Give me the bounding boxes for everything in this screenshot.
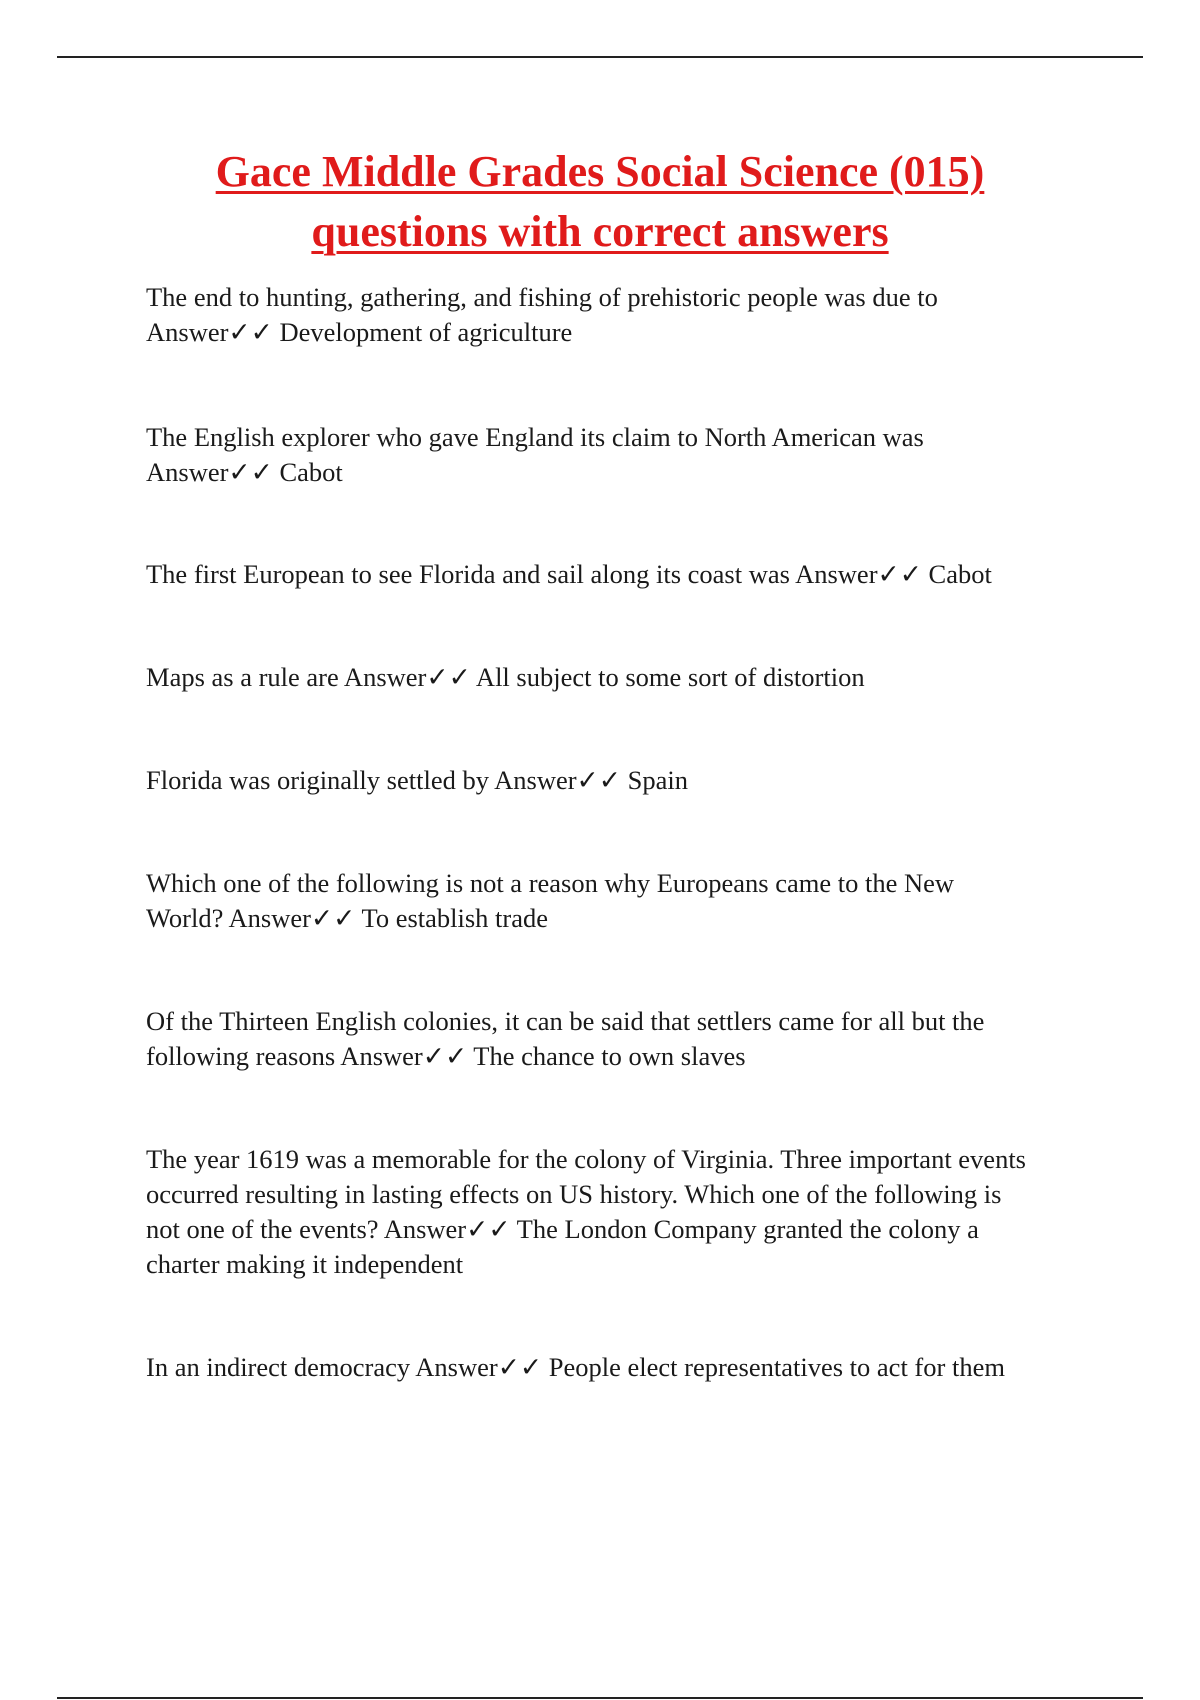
qa-line: Answer✓✓ Cabot (146, 457, 343, 487)
qa-line: Florida was originally settled by Answer✓✓ Spain (146, 765, 688, 795)
qa-line: Of the Thirteen English colonies, it can be said that settlers came for all but the (146, 1006, 985, 1036)
title-line-1: Gace Middle Grades Social Science (015) (215, 147, 985, 196)
qa-line: The English explorer who gave England its claim to North American was (146, 422, 924, 452)
qa-line: The year 1619 was a memorable for the colony of Virginia. Three important events (146, 1144, 1026, 1174)
qa-line: not one of the events? Answer✓✓ The London Company granted the colony a (146, 1214, 979, 1244)
qa-line: charter making it independent (146, 1249, 464, 1279)
qa-item-4 (146, 660, 1106, 695)
qa-item-9 (146, 1350, 1106, 1385)
qa-line: Which one of the following is not a reason why Europeans came to the New (146, 868, 955, 898)
qa-line: In an indirect democracy Answer✓✓ People elect representatives to act for them (146, 1352, 1005, 1382)
qa-item-3 (146, 557, 1106, 592)
qa-item-7 (146, 1004, 1106, 1074)
qa-item-5 (146, 763, 1106, 798)
qa-item-2 (146, 420, 1106, 490)
qa-line: occurred resulting in lasting effects on US history. Which one of the following is (146, 1179, 1002, 1209)
top-rule (57, 56, 1143, 58)
bottom-rule (57, 1697, 1143, 1699)
title-line-2: questions with correct answers (311, 207, 889, 256)
qa-line: following reasons Answer✓✓ The chance to own slaves (146, 1041, 746, 1071)
qa-item-6 (146, 866, 1106, 936)
qa-line: Maps as a rule are Answer✓✓ All subject to some sort of distortion (146, 662, 865, 692)
qa-line: World? Answer✓✓ To establish trade (146, 903, 549, 933)
qa-line: The first European to see Florida and sail along its coast was Answer✓✓ Cabot (146, 559, 992, 589)
qa-item-8 (146, 1142, 1106, 1282)
qa-item-1 (146, 280, 1106, 350)
qa-line: Answer✓✓ Development of agriculture (146, 317, 573, 347)
qa-line: The end to hunting, gathering, and fishing of prehistoric people was due to (146, 282, 938, 312)
document-title (100, 142, 1100, 262)
